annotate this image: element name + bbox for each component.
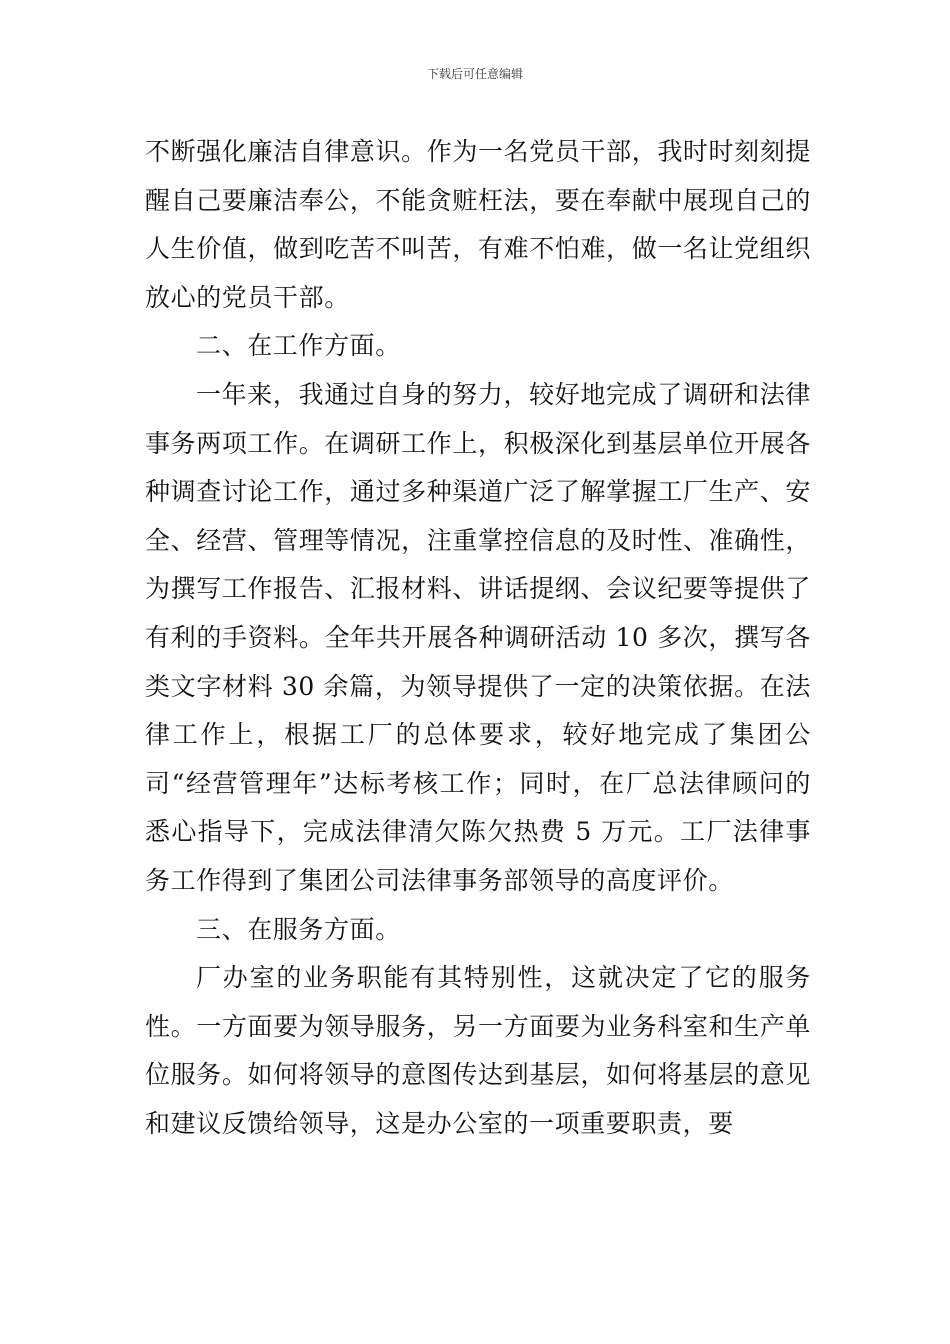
section-heading-service: 三、在服务方面。 [196, 914, 401, 944]
page-header: 下载后可任意编辑 [426, 67, 523, 81]
paragraph-service: 厂办室的业务职能有其特别性，这就决定了它的服务性。一方面要为领导服务，另一方面要为业务科室和生产单位服务。如何将领导的意图传达到基层，如何将基层的意见和建议反馈给领导，这是办公室的一项重要职责，要 [145, 963, 811, 1138]
section-heading-work: 二、在工作方面。 [196, 331, 401, 361]
paragraph-work: 一年来，我通过自身的努力，较好地完成了调研和法律事务两项工作。在调研工作上，积极深化到基层单位开展各种调查讨论工作，通过多种渠道广泛了解掌握工厂生产、安全、经营、管理等情况，注重掌控信息的及时性、准确性，为撰写工作报告、汇报材料、讲话提纲、会议纪要等提供了有利的手资料。全年共开展各种调研活动 10 多次，撰写各类文字材料 30 余篇，为领导提供了一定的决策依据。在法律工作上，根据工厂的总体要求，较好地完成了集团公司“经营管理年”达标考核工作；同时，在厂总法律顾问的悉心指导下，完成法律清欠陈欠热费 5 万元。工厂法律事务工作得到了集团公司法律事务部领导的高度评价。 [145, 379, 811, 895]
document-body [145, 128, 811, 1148]
paragraph-continued: 不断强化廉洁自律意识。作为一名党员干部，我时时刻刻提醒自己要廉洁奉公，不能贪赃枉法，要在奉献中展现自己的人生价值，做到吃苦不叫苦，有难不怕难，做一名让党组织放心的党员干部。 [145, 137, 811, 312]
